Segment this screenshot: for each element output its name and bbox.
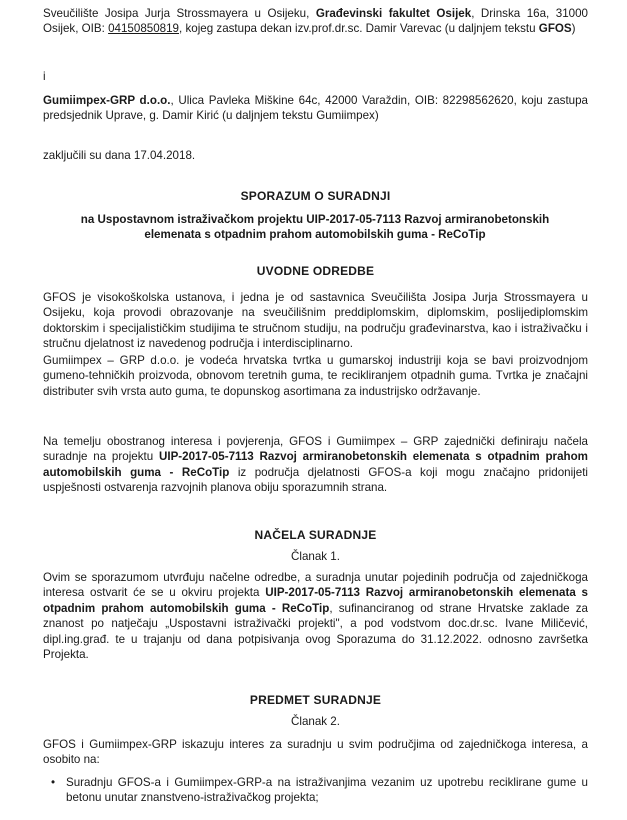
oib-link[interactable]: 04150850819 xyxy=(108,22,180,36)
intro-paragraph-2: Gumiimpex – GRP d.o.o. je vodeća hrvatska tvrtka u gumarskoj industriji koja se bavi proizvodnjom gumeno-tehničkih proizvoda, obnovom teretnih guma, te recikliranjem otpadnih guma. Tvrtka je značajni distributer svih vrsta auto guma, te dopunskog asortimana za industrijsko održavanje. xyxy=(43,354,588,398)
project-name: UIP-2017-05-7113 Razvoj armiranobetonskih elemenata s otpadnim prahom automobilskih guma - ReCoTip xyxy=(43,586,588,615)
second-party-text: , Ulica Pavleka Miškine 64c, 42000 Varaždin, OIB: 82298562620, koju zastupa predsjednik Uprave, g. Damir Kirić (u daljnjem tekstu Gumiimpex) xyxy=(43,94,589,123)
conjunction: i xyxy=(43,70,46,83)
bullet-icon: • xyxy=(51,776,56,789)
intro-paragraph-1: GFOS je visokoškolska ustanova, i jedna je od sastavnica Sveučilišta Josipa Jurja Strossmayera u Osijeku, koja provodi obrazovanje na sveučilišnim preddiplomskim, diplomskim, poslijediplomskim doktorskim i specijalističkim studijima te stručnom studiju, na području građevinarstva, kao i istraživačku i stručnu djelatnost iz navedenog područja i interdisciplinarno. xyxy=(43,291,588,351)
concluded-date: zaključili su dana 17.04.2018. xyxy=(43,149,196,162)
basis-text: Na temelju obostranog interesa i povjerenja, GFOS i Gumiimpex – GRP zajednički definiraju načela suradnje na projektu xyxy=(43,435,588,464)
first-party-representative: , kojeg zastupa dekan izv.prof.dr.sc. Damir Varevac (u daljnjem tekstu xyxy=(179,22,539,36)
subject-bullet-list xyxy=(43,775,588,806)
list-item-text: Suradnju GFOS-a i Gumiimpex-GRP-a na istraživanjima vezanim uz upotrebu reciklirane gume u betonu unutar znanstveno-istraživačkog projekta; xyxy=(66,776,588,805)
intro-heading: UVODNE ODREDBE xyxy=(256,264,375,278)
basis-paragraph xyxy=(43,434,588,496)
agreement-subtitle: na Uspostavnom istraživačkom projektu UIP-2017-05-7113 Razvoj armiranobetonskih elemenata s otpadnim prahom automobilskih guma - ReCoTip xyxy=(80,213,550,242)
first-party-paragraph xyxy=(43,6,588,37)
principles-paragraph xyxy=(43,570,588,662)
principles-heading: NAČELA SURADNJE xyxy=(254,528,377,542)
article-1-label: Članak 1. xyxy=(291,550,340,563)
subject-paragraph: GFOS i Gumiimpex-GRP iskazuju interes za suradnju u svim područjima od zajedničkoga interesa, a osobito na: xyxy=(43,738,588,767)
first-party-text: Sveučilište Josipa Jurja Strossmayera u Osijeku, xyxy=(43,7,316,20)
principles-text: Ovim se sporazumom utvrđuju načelne odredbe, a suradnja unutar pojedinih područja od zajedničkoga interesa ostvarit će se u okviru projekta xyxy=(43,571,588,600)
principles-text-end: , sufinanciranog od strane Hrvatske zaklade za znanost po natječaju „Uspostavni istraživački projekti", a pod vodstvom doc.dr.sc. Ivane Miličević, dipl.ing.građ. te u trajanju od dana potpisivanja ovog Sporazuma do 31.12.2022. odnosno završetka Projekta. xyxy=(43,601,589,662)
list-item xyxy=(43,775,588,806)
gfos-abbrev: GFOS xyxy=(538,22,572,36)
agreement-title: SPORAZUM O SURADNJI xyxy=(240,189,391,203)
subject-heading: PREDMET SURADNJE xyxy=(249,693,382,707)
closing-paren: ) xyxy=(571,22,576,36)
faculty-name: Građevinski fakultet Osijek xyxy=(315,7,472,20)
basis-text-end: iz područja djelatnosti GFOS-a koji mogu značajno pridonijeti uspješnosti ostvarenja razvojnih planova obiju sporazumnih strana. xyxy=(43,465,588,495)
project-name: UIP-2017-05-7113 Razvoj armiranobetonskih elemenata s otpadnim prahom automobilskih guma - ReCoTip xyxy=(43,450,588,479)
article-2-label: Članak 2. xyxy=(291,715,340,728)
first-party-address: , Drinska 16a, 31000 Osijek, OIB: xyxy=(43,7,588,36)
second-party-paragraph xyxy=(43,93,588,124)
company-name: Gumiimpex-GRP d.o.o. xyxy=(43,94,171,107)
